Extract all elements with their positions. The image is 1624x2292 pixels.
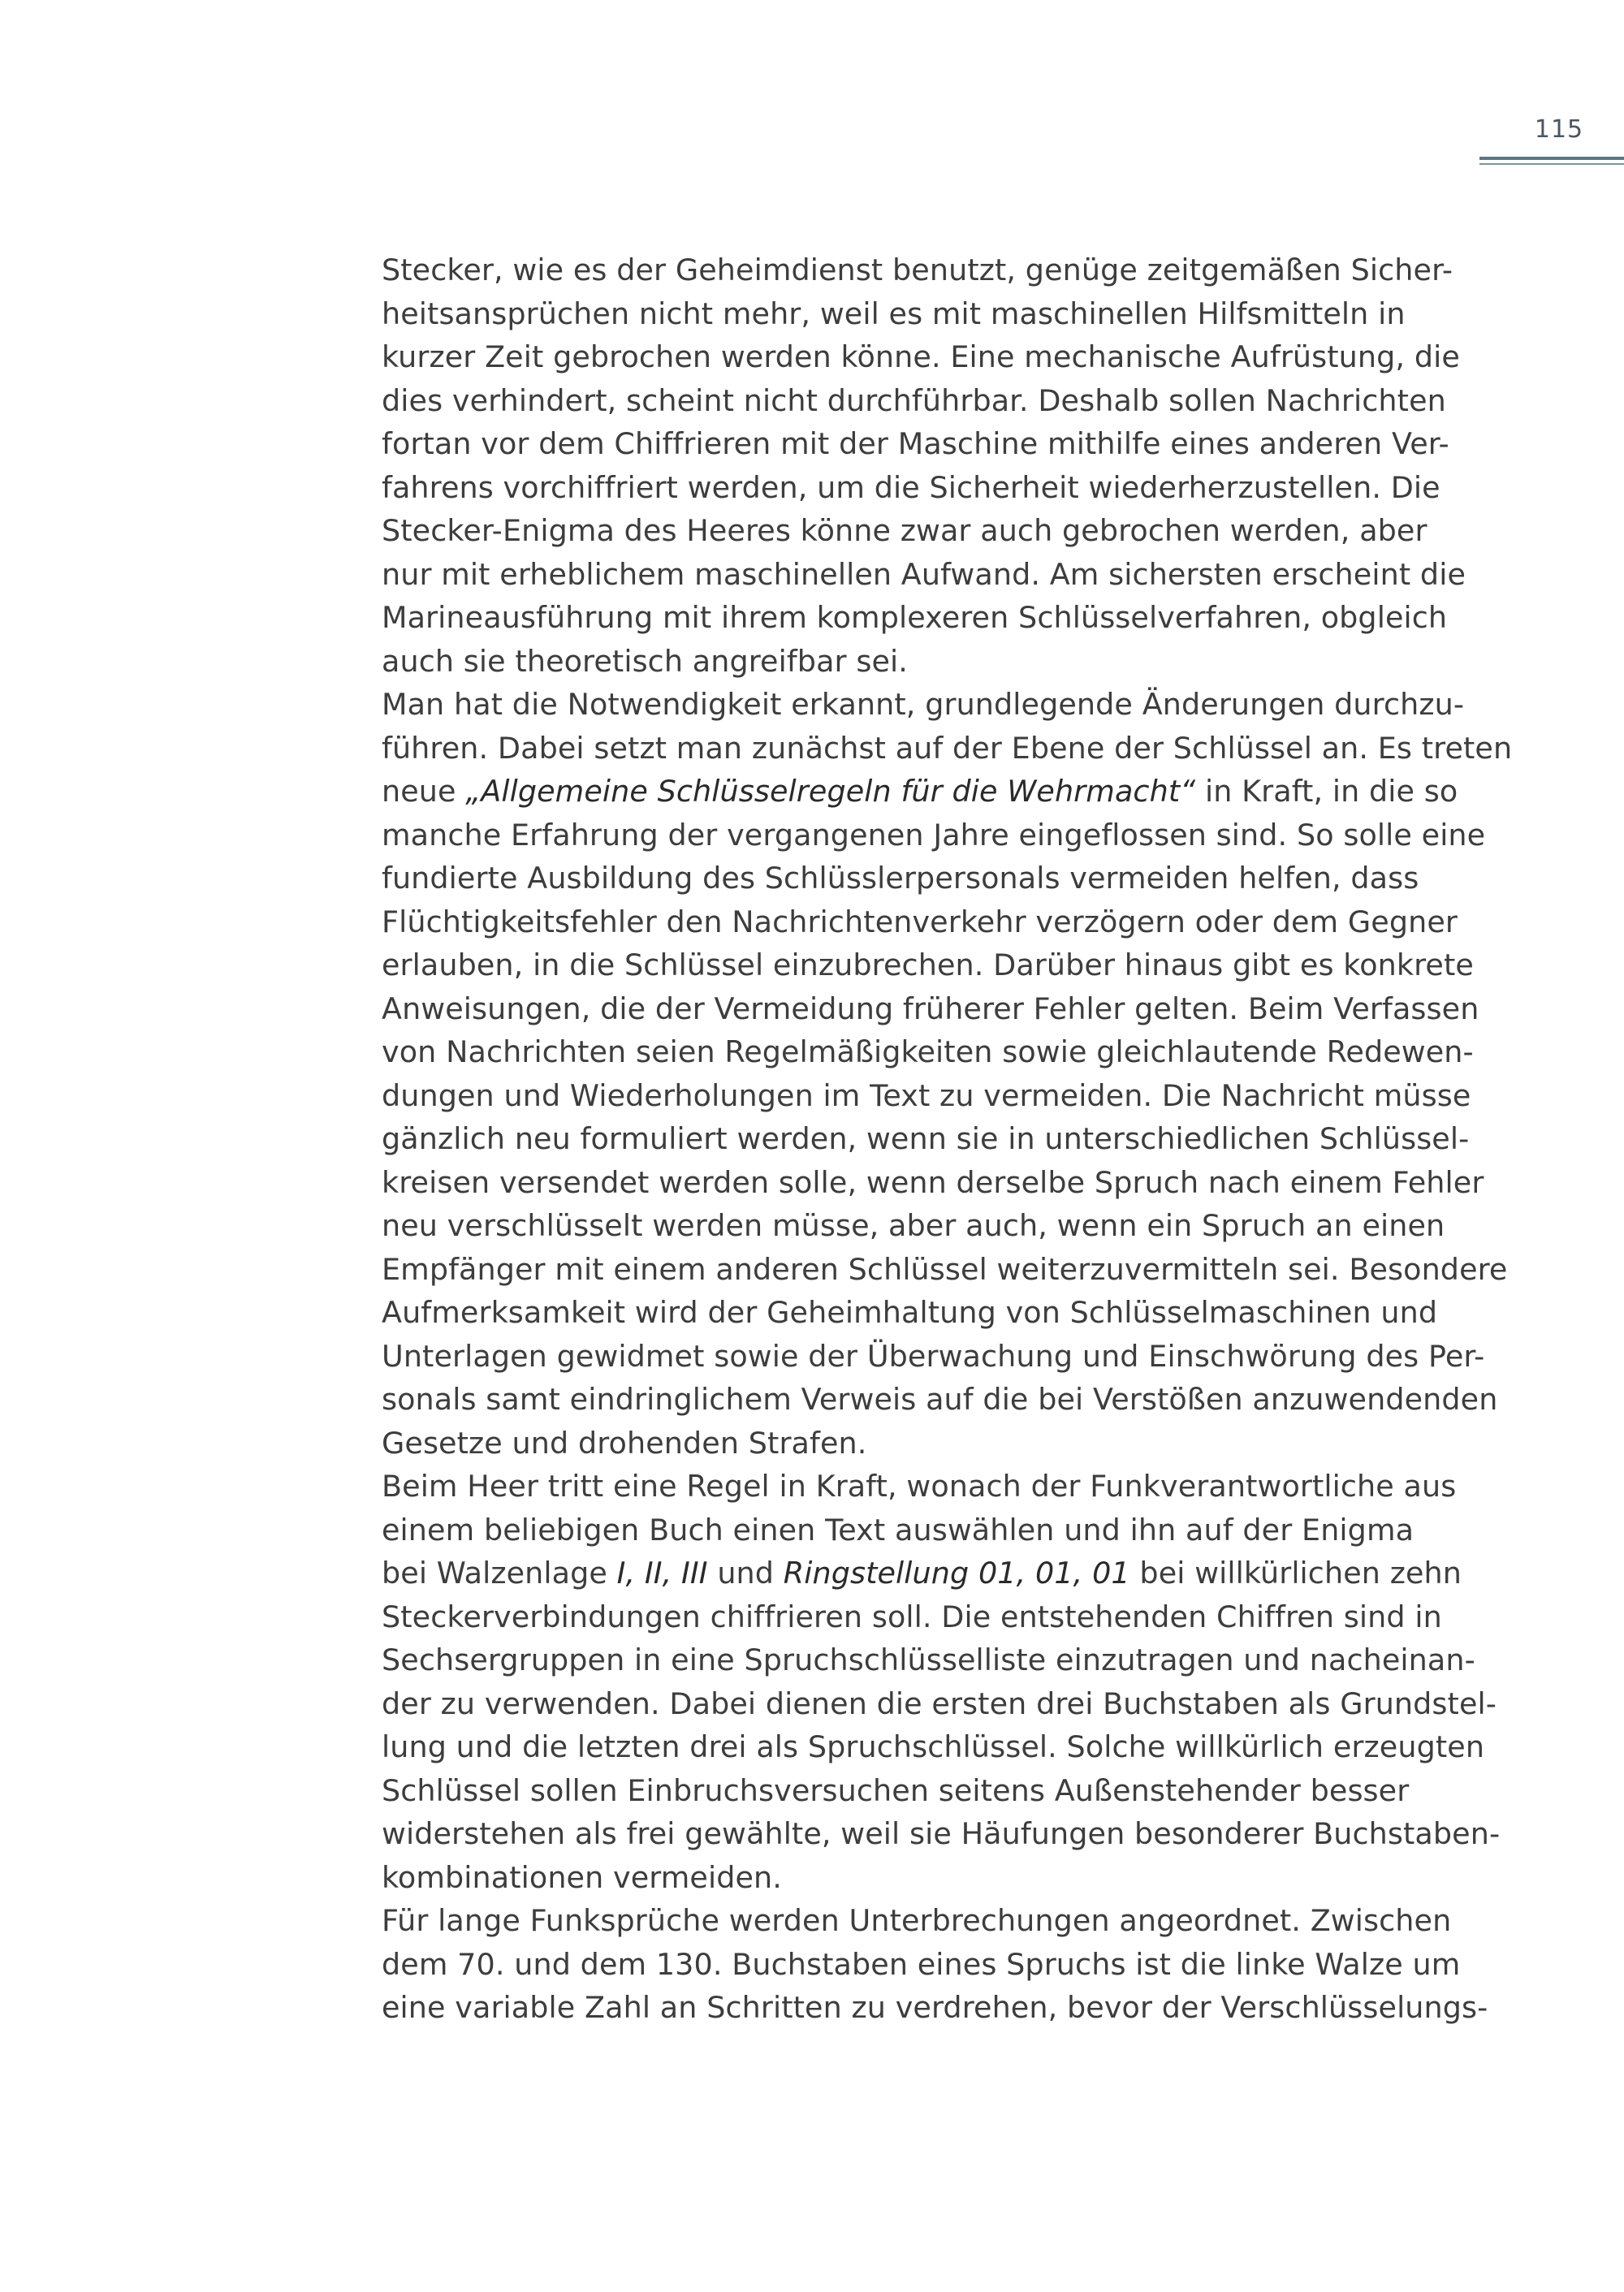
text-line: auch sie theoretisch angreifbar sei.	[382, 643, 908, 679]
emphasis-ringstellung: Ringstellung 01, 01, 01	[783, 1556, 1130, 1591]
text-line: dungen und Wiederholungen im Text zu vermeiden. Die Nachricht müsse	[382, 1077, 1471, 1113]
text-line: dies verhindert, scheint nicht durchführbar. Deshalb sollen Nachrichten	[382, 382, 1446, 418]
text-line: von Nachrichten seien Regelmäßigkeiten sowie gleichlautende Redewen-	[382, 1034, 1474, 1069]
text-line: lung und die letzten drei als Spruchschlüssel. Solche willkürlich erzeugten	[382, 1729, 1485, 1764]
text-line: Stecker-Enigma des Heeres könne zwar auch gebrochen werden, aber	[382, 513, 1427, 548]
text-line: manche Erfahrung der vergangenen Jahre eingeflossen sind. So solle eine	[382, 817, 1486, 852]
text-line: Aufmerksamkeit wird der Geheimhaltung von Schlüsselmaschinen und	[382, 1295, 1438, 1330]
text-line: Man hat die Notwendigkeit erkannt, grundlegende Änderungen durchzu-	[382, 687, 1465, 722]
text-line: Empfänger mit einem anderen Schlüssel weiterzuvermitteln sei. Besondere	[382, 1251, 1508, 1287]
text-line: Steckerverbindungen chiffrieren soll. Die entstehenden Chiffren sind in	[382, 1599, 1442, 1634]
text-line: erlauben, in die Schlüssel einzubrechen. Darüber hinaus gibt es konkrete	[382, 947, 1474, 982]
text-line: neue „Allgemeine Schlüsselregeln für die Wehrmacht“ in Kraft, in die so	[382, 774, 1458, 809]
text-line: fortan vor dem Chiffrieren mit der Maschine mithilfe eines anderen Ver-	[382, 426, 1449, 461]
text-line: dem 70. und dem 130. Buchstaben eines Spruchs ist die linke Walze um	[382, 1946, 1461, 1982]
text-line: Flüchtigkeitsfehler den Nachrichtenverkehr verzögern oder dem Gegner	[382, 904, 1458, 939]
emphasis-title: „Allgemeine Schlüsselregeln für die Wehrmacht“	[465, 774, 1196, 809]
body-text	[382, 248, 1513, 2030]
text-line: führen. Dabei setzt man zunächst auf der Ebene der Schlüssel an. Es treten	[382, 730, 1513, 766]
text-line: kurzer Zeit gebrochen werden könne. Eine mechanische Aufrüstung, die	[382, 339, 1460, 374]
text-line: heitsansprüchen nicht mehr, weil es mit maschinellen Hilfsmitteln in	[382, 296, 1406, 331]
text-line: Für lange Funksprüche werden Unterbrechungen angeordnet. Zwischen	[382, 1903, 1452, 1938]
text-line: neu verschlüsselt werden müsse, aber auch, wenn ein Spruch an einen	[382, 1208, 1445, 1243]
text-line: Stecker, wie es der Geheimdienst benutzt, genüge zeitgemäßen Sicher-	[382, 253, 1453, 287]
text-line: Anweisungen, die der Vermeidung früherer Fehler gelten. Beim Verfassen	[382, 991, 1479, 1026]
text-line: widerstehen als frei gewählte, weil sie Häufungen besonderer Buchstaben-	[382, 1816, 1501, 1851]
text-line: fundierte Ausbildung des Schlüsslerpersonals vermeiden helfen, dass	[382, 861, 1419, 896]
text-line: nur mit erheblichem maschinellen Aufwand. Am sichersten erscheint die	[382, 556, 1466, 592]
emphasis-walzenlage: I, II, III	[616, 1556, 708, 1591]
header-rule-thick	[1479, 157, 1624, 160]
text-line: Schlüssel sollen Einbruchsversuchen seitens Außenstehender besser	[382, 1772, 1410, 1808]
text-line: kombinationen vermeiden.	[382, 1859, 782, 1895]
text-line: einem beliebigen Buch einen Text auswählen und ihn auf der Enigma	[382, 1512, 1415, 1547]
text-line: Beim Heer tritt eine Regel in Kraft, wonach der Funkverantwortliche aus	[382, 1469, 1457, 1504]
header-rule-thin	[1479, 163, 1624, 165]
text-line: Unterlagen gewidmet sowie der Überwachung und Einschwörung des Per-	[382, 1338, 1485, 1374]
text-line: Gesetze und drohenden Strafen.	[382, 1425, 867, 1461]
text-line: der zu verwenden. Dabei dienen die ersten drei Buchstaben als Grundstel-	[382, 1686, 1497, 1721]
text-line: bei Walzenlage I, II, III und Ringstellung 01, 01, 01 bei willkürlichen zehn	[382, 1556, 1462, 1591]
text-line: fahrens vorchiffriert werden, um die Sicherheit wiederherzustellen. Die	[382, 469, 1440, 505]
page-number: 115	[1534, 115, 1584, 144]
text-line: Marineausführung mit ihrem komplexeren Schlüsselverfahren, obgleich	[382, 600, 1448, 635]
text-line: eine variable Zahl an Schritten zu verdrehen, bevor der Verschlüsselungs-	[382, 1990, 1488, 2025]
text-line: sonals samt eindringlichem Verweis auf die bei Verstößen anzuwendenden	[382, 1382, 1498, 1417]
text-line: gänzlich neu formuliert werden, wenn sie in unterschiedlichen Schlüssel-	[382, 1121, 1470, 1156]
text-line: kreisen versendet werden solle, wenn derselbe Spruch nach einem Fehler	[382, 1164, 1484, 1200]
text-line: Sechsergruppen in eine Spruchschlüsselliste einzutragen und nacheinan-	[382, 1642, 1475, 1677]
